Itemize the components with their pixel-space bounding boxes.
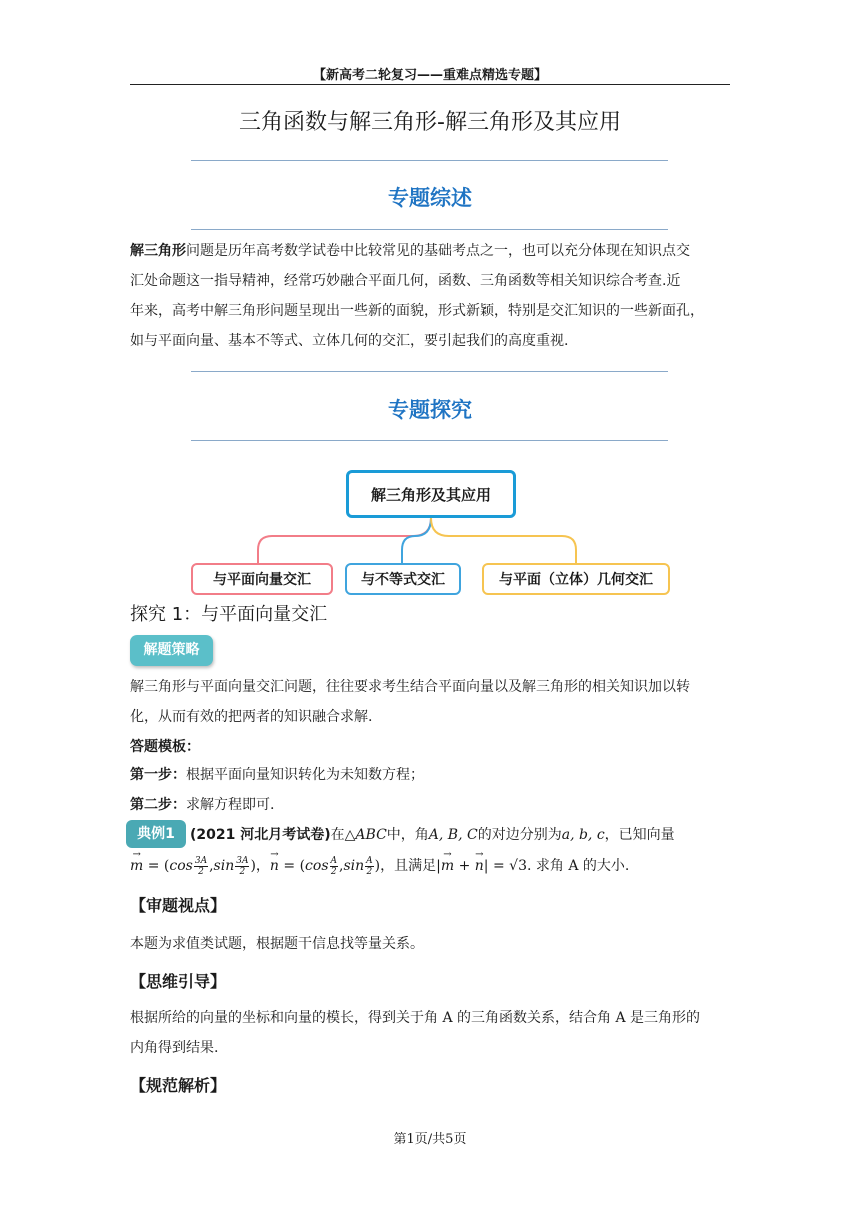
explore-heading: 探究 1：与平面向量交汇 [130,604,328,625]
connector-right [431,518,576,563]
mindmap-node-geometry: 与平面（立体）几何交汇 [482,563,670,595]
document-title: 三角函数与解三角形-解三角形及其应用 [239,110,621,135]
section-title-overview: 专题综述 [388,186,472,210]
guide-line-1: 根据所给的向量的坐标和向量的模长，得到关于角 A 的三角函数关系，结合角 A 是三角形的 [130,1010,701,1026]
vector-n: → n [270,852,279,880]
angle-names: A, B, C [428,827,478,843]
side-names: a, b, c [561,827,605,843]
mindmap-node-vector: 与平面向量交汇 [191,563,333,595]
example-formula: → m = (cos $\frac{3A}{2}$ ,sin $\frac{3A}{2}$ )，→ n = (cos $\frac{A}{2}$ ,sin $\frac{A}{2}$ )，且满足|→ m + → n| = √3. 求角 A 的大小. [130,852,629,880]
step-1-label: 第一步： [130,767,186,783]
step-2-text: 求解方程即可. [186,797,275,813]
template-label: 答题模板： [130,739,200,755]
guide-title: 【思维引导】 [130,972,227,991]
example-statement: (2021 河北月考试卷)在△ABC中，角A, B, C的对边分别为a, b, c，已知向量 [190,827,675,843]
example-source: (2021 河北月考试卷) [190,827,331,843]
triangle-name: ABC [355,827,387,843]
step-1-text: 根据平面向量知识转化为未知数方程； [186,767,424,783]
review-title: 【审题视点】 [130,896,227,915]
step-2-label: 第二步： [130,797,186,813]
mindmap-root-node: 解三角形及其应用 [346,470,516,518]
fraction: $\frac{3A}{2}$ [194,855,208,877]
vector-m: → m [130,852,143,880]
page-header: 【新高考二轮复习——重难点精选专题】 [312,68,547,83]
fraction: $\frac{A}{2}$ [366,855,373,877]
strategy-line-1: 解三角形与平面向量交汇问题，往往要求考生结合平面向量以及解三角形的相关知识加以转 [130,679,690,695]
connector-middle [402,518,431,563]
overview-keyword: 解三角形 [130,243,186,259]
mindmap-node-inequality: 与不等式交汇 [345,563,461,595]
step-2 [130,795,274,815]
review-text: 本题为求值类试题，根据题干信息找等量关系。 [130,936,424,952]
fraction: $\frac{A}{2}$ [330,855,338,877]
step-1 [130,765,424,785]
overview-line-1: 问题是历年高考数学试卷中比较常见的基础考点之一，也可以充分体现在知识点交 [186,243,690,259]
solution-title: 【规范解析】 [130,1076,227,1095]
overview-line-3: 年来，高考中解三角形问题呈现出一些新的面貌，形式新颖，特别是交汇知识的一些新面孔， [130,303,704,319]
example-badge: 典例1 [126,820,186,848]
page-number: 第1页/共5页 [393,1132,467,1147]
strategy-paragraph [130,672,732,732]
strategy-badge: 解题策略 [130,635,213,666]
overview-line-2: 汇处命题这一指导精神，经常巧妙融合平面几何，函数、三角函数等相关知识综合考查.近 [130,273,681,289]
guide-paragraph [130,1003,732,1063]
section-title-explore: 专题探究 [388,398,472,422]
overview-line-4: 如与平面向量、基本不等式、立体几何的交汇，要引起我们的高度重视. [130,333,569,349]
fraction: $\frac{3A}{2}$ [236,855,249,877]
strategy-line-2: 化，从而有效的把两者的知识融合求解. [130,709,373,725]
guide-line-2: 内角得到结果. [130,1040,219,1056]
